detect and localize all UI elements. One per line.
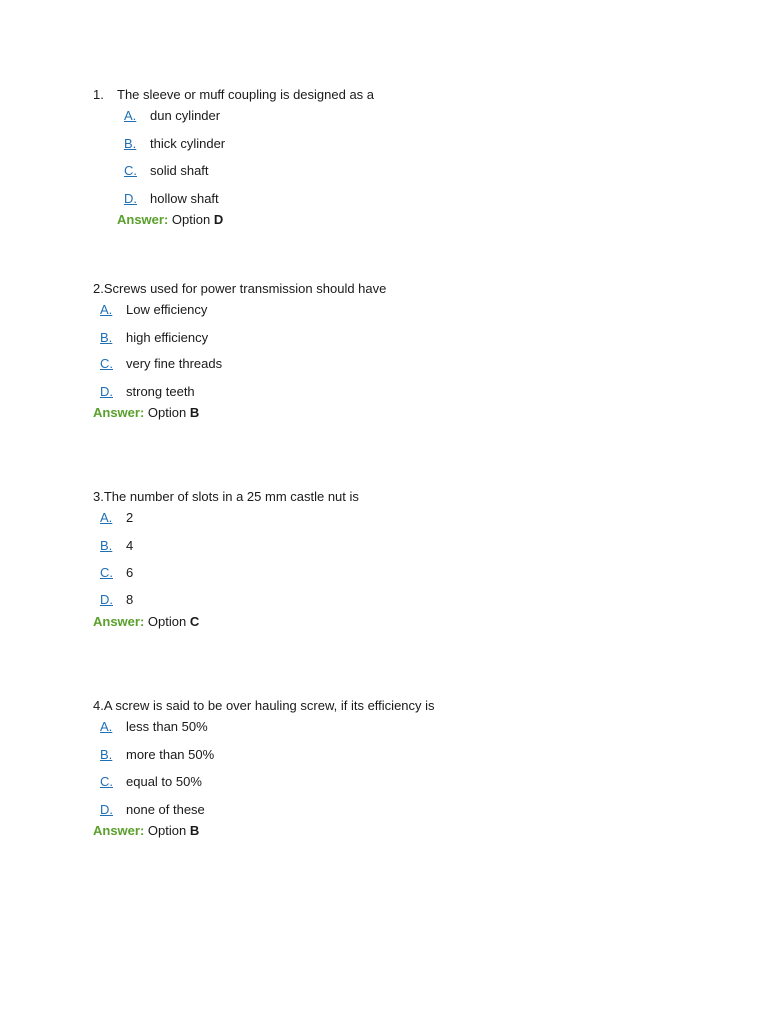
- option-letter[interactable]: A.: [124, 108, 137, 123]
- answer-prefix: Option: [147, 614, 187, 629]
- option-a[interactable]: [124, 108, 220, 124]
- answer-label: Answer:: [93, 405, 145, 420]
- option-d[interactable]: [124, 191, 219, 207]
- option-letter[interactable]: A.: [100, 719, 113, 734]
- answer-line: [117, 212, 223, 228]
- question-text: A screw is said to be over hauling screw, if its efficiency is: [103, 698, 435, 713]
- question-text: Screws used for power transmission should have: [103, 281, 387, 296]
- option-d[interactable]: [100, 384, 195, 400]
- option-text: hollow shaft: [150, 191, 219, 206]
- option-text: 4: [126, 538, 134, 553]
- option-letter[interactable]: B.: [100, 330, 113, 345]
- option-text: more than 50%: [126, 747, 215, 762]
- option-d[interactable]: [100, 592, 133, 608]
- option-letter[interactable]: A.: [100, 302, 113, 317]
- option-text: 2: [126, 510, 134, 525]
- question-title: [93, 698, 435, 714]
- option-text: Low efficiency: [126, 302, 208, 317]
- question-text: The number of slots in a 25 mm castle nut is: [103, 489, 359, 504]
- option-letter[interactable]: D.: [100, 802, 113, 817]
- answer-line: [93, 614, 199, 630]
- answer-label: Answer:: [117, 212, 169, 227]
- question-title: [93, 87, 374, 103]
- option-letter[interactable]: B.: [124, 136, 137, 151]
- option-letter[interactable]: B.: [100, 538, 113, 553]
- option-text: very fine threads: [126, 356, 223, 371]
- option-b[interactable]: [100, 330, 208, 346]
- option-c[interactable]: [100, 565, 133, 581]
- option-text: thick cylinder: [150, 136, 226, 151]
- question-number: 4.: [93, 698, 104, 713]
- option-c[interactable]: [124, 163, 209, 179]
- answer-label: Answer:: [93, 823, 145, 838]
- option-b[interactable]: [100, 538, 133, 554]
- option-text: none of these: [126, 802, 205, 817]
- option-letter[interactable]: C.: [124, 163, 137, 178]
- option-letter[interactable]: D.: [100, 592, 113, 607]
- answer-line: [93, 823, 199, 839]
- option-a[interactable]: [100, 302, 207, 318]
- option-b[interactable]: [100, 747, 214, 763]
- question-number: 3.: [93, 489, 104, 504]
- option-letter[interactable]: D.: [124, 191, 137, 206]
- question-number: 1.: [93, 87, 104, 102]
- option-letter[interactable]: C.: [100, 565, 113, 580]
- option-text: high efficiency: [126, 330, 209, 345]
- answer-prefix: Option: [147, 405, 187, 420]
- option-d[interactable]: [100, 802, 205, 818]
- question-title: [93, 489, 359, 505]
- option-text: strong teeth: [126, 384, 195, 399]
- question-title: [93, 281, 386, 297]
- answer-letter: C: [189, 614, 200, 629]
- option-letter[interactable]: A.: [100, 510, 113, 525]
- option-letter[interactable]: B.: [100, 747, 113, 762]
- option-letter[interactable]: C.: [100, 774, 113, 789]
- answer-letter: D: [213, 212, 224, 227]
- answer-label: Answer:: [93, 614, 145, 629]
- question-number: 2.: [93, 281, 104, 296]
- option-text: less than 50%: [126, 719, 208, 734]
- option-text: dun cylinder: [150, 108, 221, 123]
- option-a[interactable]: [100, 510, 133, 526]
- option-b[interactable]: [124, 136, 225, 152]
- option-a[interactable]: [100, 719, 208, 735]
- option-letter[interactable]: D.: [100, 384, 113, 399]
- option-c[interactable]: [100, 356, 222, 372]
- answer-line: [93, 405, 199, 421]
- option-text: equal to 50%: [126, 774, 202, 789]
- answer-letter: B: [189, 823, 200, 838]
- answer-letter: B: [189, 405, 200, 420]
- answer-prefix: Option: [147, 823, 187, 838]
- question-text: The sleeve or muff coupling is designed as a: [117, 87, 375, 102]
- option-letter[interactable]: C.: [100, 356, 113, 371]
- option-text: 8: [126, 592, 134, 607]
- option-c[interactable]: [100, 774, 202, 790]
- option-text: 6: [126, 565, 134, 580]
- option-text: solid shaft: [150, 163, 209, 178]
- answer-prefix: Option: [171, 212, 211, 227]
